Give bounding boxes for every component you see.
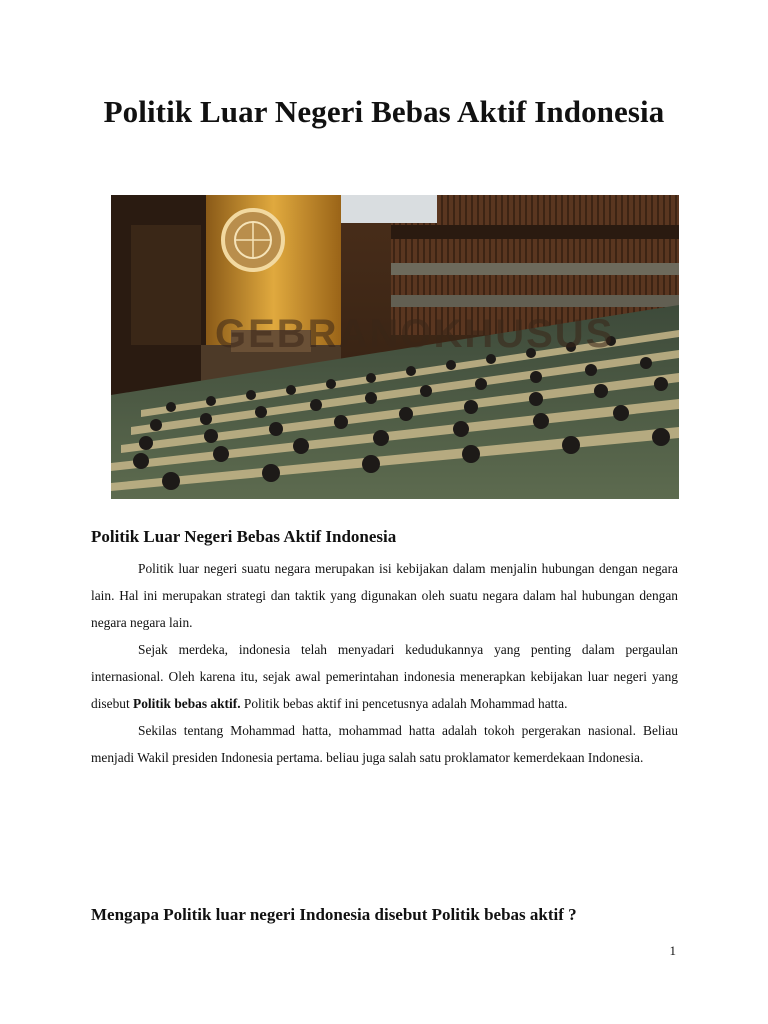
section-heading: Politik Luar Negeri Bebas Aktif Indonesia: [91, 527, 397, 546]
paragraph-1: Politik luar negeri suatu negara merupakan isi kebijakan dalam menjalin hubungan dengan negara lain. Hal ini merupakan strategi dan taktik yang digunakan oleh suatu negara dalam hal hubungan dengan negara negara lain.: [91, 561, 678, 630]
page-number: 1: [669, 943, 676, 958]
photo-watermark: GEBRANOKHUSUS: [215, 312, 615, 356]
paragraph-2-text-end: Politik bebas aktif ini pencetusnya adalah Mohammad hatta.: [240, 696, 568, 711]
un-assembly-illustration: [111, 195, 679, 499]
paragraph-2-bold-term: Politik bebas aktif.: [133, 696, 241, 711]
question-heading: Mengapa Politik luar negeri Indonesia disebut Politik bebas aktif ?: [91, 905, 577, 924]
paragraph-2: [91, 636, 678, 717]
body-text: [91, 555, 678, 771]
un-assembly-photo: [111, 195, 679, 499]
document-title: Politik Luar Negeri Bebas Aktif Indonesia: [103, 94, 665, 129]
paragraph-2-text: Sejak merdeka, indonesia telah menyadari kedudukannya yang penting dalam pergaulan internasional. Oleh karena itu, sejak awal pemerintahan indonesia menerapkan kebijakan luar negeri yang disebut: [91, 642, 678, 711]
paragraph-3: Sekilas tentang Mohammad hatta, mohammad hatta adalah tokoh pergerakan nasional. Beliau menjadi Wakil presiden Indonesia pertama. beliau juga salah satu proklamator kemerdekaan Indonesia.: [91, 723, 678, 765]
